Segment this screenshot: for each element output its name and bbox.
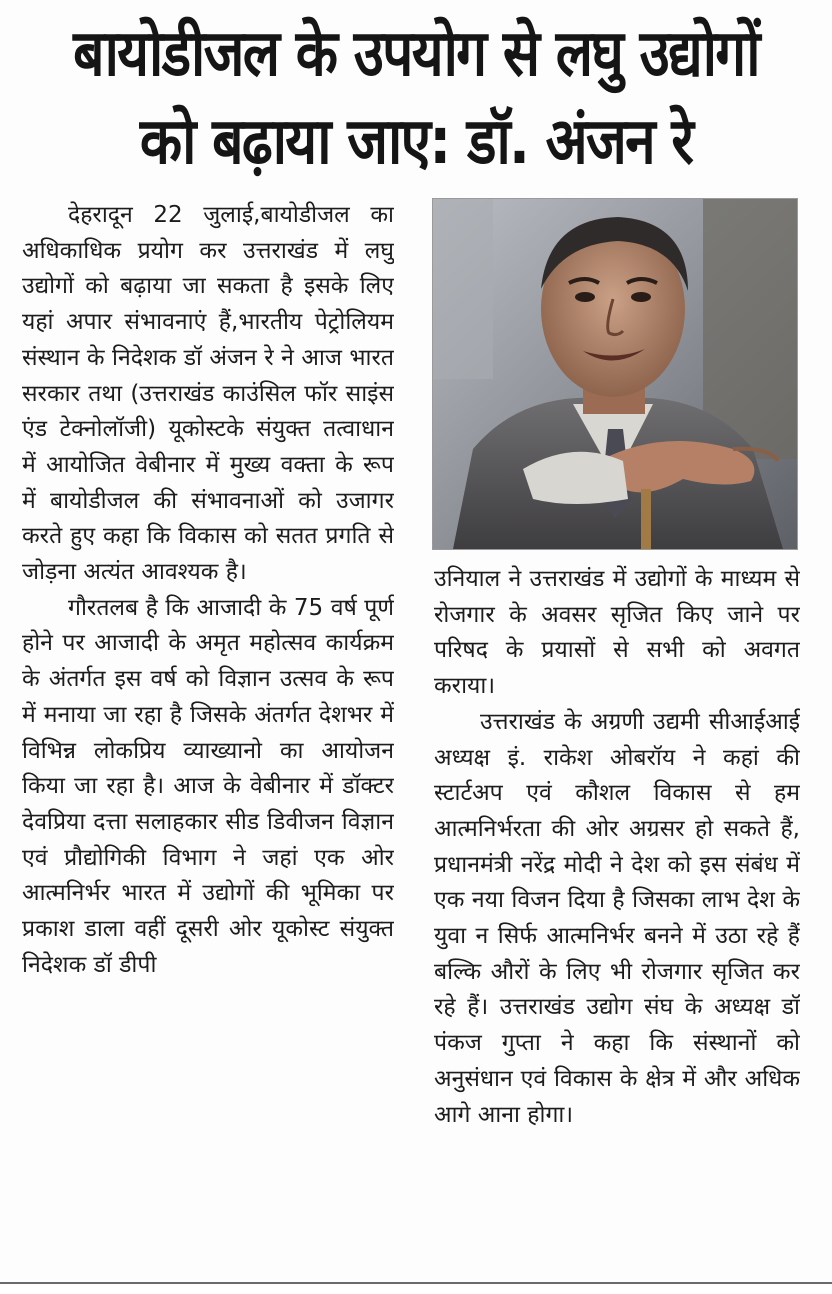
speaker-photo: [432, 198, 798, 550]
headline-line-1: बायोडीजल के उपयोग से लघु उद्योगों: [73, 17, 759, 91]
headline-line-2: को बढ़ाया जाए: डॉ. अंजन रे: [139, 105, 693, 179]
headline: [67, 10, 765, 186]
bottom-border: [0, 1282, 832, 1294]
article-column-right: [434, 562, 800, 1282]
article-paragraph-2: गौरतलब है कि आजादी के 75 वर्ष पूर्ण होने पर आजादी के अमृत महोत्सव कार्यक्रम के अंतर्गत इस वर्ष को विज्ञान उत्सव के रूप में मनाया जा रहा है जिसके अंतर्गत देशभर में विभिन्न लोकप्रिय व्याख्यानो का आयोजन किया जा रहा है। आज के वेबीनार में डॉक्टर देवप्रिया दत्ता सलाहकार सीड डिवीजन विज्ञान एवं प्रौद्योगिकी विभाग ने जहां एक ओर आत्मनिर्भर भारत में उद्योगों की भूमिका पर प्रकाश डाला वहीं दूसरी ओर यूकोस्ट संयुक्त निदेशक डॉ डीपी: [22, 594, 394, 978]
article-paragraph-1: देहरादून 22 जुलाई,बायोडीजल का अधिकाधिक प्रयोग कर उत्तराखंड में लघु उद्योगों को बढ़ाया जा सकता है इसके लिए यहां अपार संभावनाएं हैं,भारतीय पेट्रोलियम संस्थान के निदेशक डॉ अंजन रे ने आज भारत सरकार तथा (उत्तराखंड काउंसिल फॉर साइंस एंड टेक्नोलॉजी) यूकोस्टके संयुक्त तत्वाधान में आयोजित वेबीनार में मुख्य वक्ता के रूप में बायोडीजल की संभावनाओं को उजागर करते हुए कहा कि विकास को सतत प्रगति से जोड़ना अत्यंत आवश्यक है।: [22, 202, 394, 586]
article-paragraph-4: उत्तराखंड के अग्रणी उद्यमी सीआईआई अध्यक्ष इं. राकेश ओबरॉय ने कहां की स्टार्टअप एवं कौशल विकास से हम आत्मनिर्भरता की ओर अग्रसर हो सकते हैं, प्रधानमंत्री नरेंद्र मोदी ने देश को इस संबंध में एक नया विजन दिया है जिसका लाभ देश के युवा न सिर्फ आत्मनिर्भर बनने में उठा रहे हैं बल्कि औरों के लिए भी रोजगार सृजित कर रहे हैं। उत्तराखंड उद्योग संघ के अध्यक्ष डॉ पंकज गुप्ता ने कहा कि संस्थानों को अनुसंधान एवं विकास के क्षेत्र में और अधिक आगे आना होगा।: [434, 708, 800, 1128]
article-paragraph-3: उनियाल ने उत्तराखंड में उद्योगों के माध्यम से रोजगार के अवसर सृजित किए जाने पर परिषद के प्रयासों से सभी को अवगत कराया।: [434, 566, 800, 700]
article-column-left: [22, 198, 394, 1278]
